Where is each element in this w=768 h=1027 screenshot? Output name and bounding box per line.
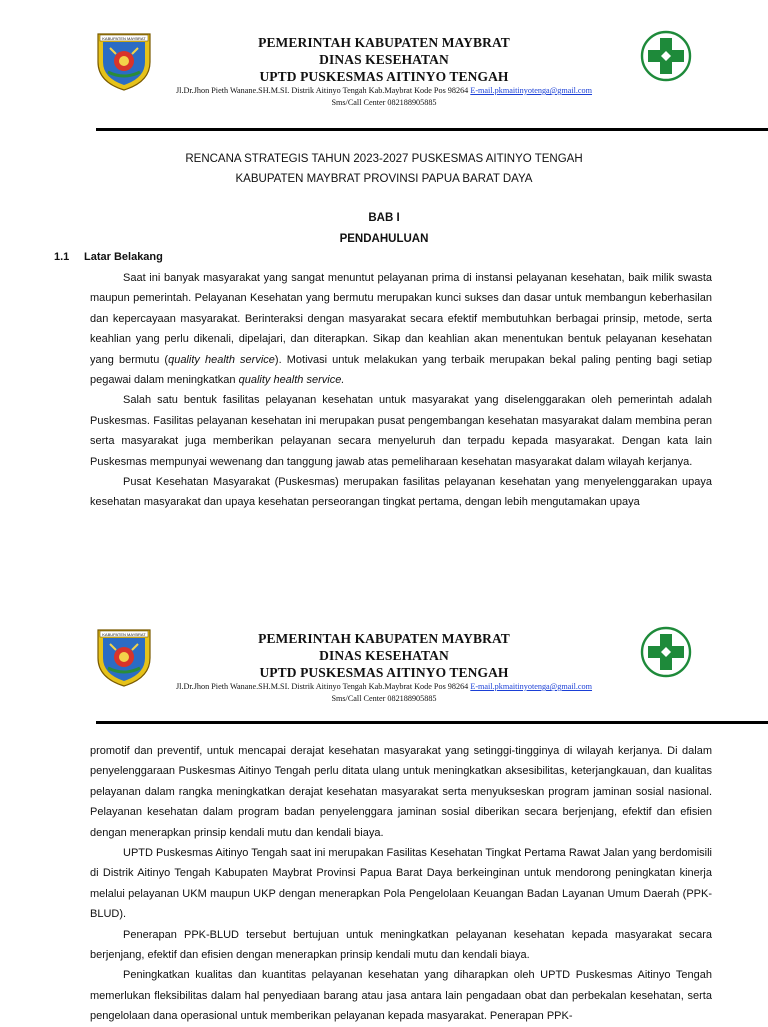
paragraph: promotif dan preventif, untuk mencapai derajat kesehatan masyarakat yang setinggi-tingginya di wilayah kerjanya. Di dalam penyelenggaraan Puskesmas Aitinyo Tengah perlu ditata ulang untuk meningkatkan aksesibilitas, keterjangkauan, dan kualitas pelayanan dalam rangka meningkatkan derajat kesehatan masyarakat serta menyukseskan program jaminan sosial nasional. Pelayanan kesehatan dalam program badan penyelenggara jaminan sosial diberikan secara berjenjang, efektif dan efisien dengan menerapkan prinsip kendali mutu dan kendali biaya. xyxy=(90,745,712,839)
unit-name: UPTD PUSKESMAS AITINYO TENGAH xyxy=(259,665,509,680)
page-1-body xyxy=(90,268,712,513)
paragraph: Peningkatkan kualitas dan kuantitas pelayanan kesehatan yang diharapkan oleh UPTD Puskesmas Aitinyo Tengah memerlukan fleksibilitas dalam hal penyediaan barang atau jasa antara lain pengadaan obat dan perbekalan kesehatan, serta pengelolaan dana operasional untuk memberikan pelayanan kepada masyarakat. Penerapan PPK- xyxy=(90,969,712,1023)
letterhead-rule xyxy=(96,128,768,131)
chapter-number: BAB I xyxy=(368,212,400,224)
document-title-line-2: KABUPATEN MAYBRAT PROVINSI PAPUA BARAT DAYA xyxy=(235,173,533,185)
agency-name: DINAS KESEHATAN xyxy=(319,648,449,663)
unit-name: UPTD PUSKESMAS AITINYO TENGAH xyxy=(259,69,509,84)
paragraph: UPTD Puskesmas Aitinyo Tengah saat ini merupakan Fasilitas Kesehatan Tingkat Pertama Rawat Jalan yang berdomisili di Distrik Aitinyo Tengah Kabupaten Maybrat Provinsi Papua Barat Daya berkeinginan untuk mendorong peningkatan kinerja melalui pelayanan UKM maupun UKP dengan menerapkan Pola Pengelolaan Keuangan Badan Layanan Umum Daerah (PPK-BLUD). xyxy=(90,847,712,921)
paragraph: Salah satu bentuk fasilitas pelayanan kesehatan untuk masyarakat yang diselenggarakan oleh pemerintah adalah Puskesmas. Fasilitas pelayanan kesehatan ini merupakan pusat pengembangan kesehatan masyarakat dalam membina peran serta masyarakat juga memberikan pelayanan secara menyeluruh dan terpadu kepada masyarakat. Dengan kata lain Puskesmas mempunyai wewenang dan tanggung jawab atas pemeliharaan kesehatan masyarakat dalam wilayah kerjanya. xyxy=(90,394,712,468)
page-2-body xyxy=(90,741,712,1027)
section-title: Latar Belakang xyxy=(84,251,163,263)
document-title-line-1: RENCANA STRATEGIS TAHUN 2023-2027 PUSKESMAS AITINYO TENGAH xyxy=(185,153,583,165)
paragraph: Penerapan PPK-BLUD tersebut bertujuan untuk meningkatkan pelayanan kesehatan kepada masyarakat secara berjenjang, efektif dan efisien dengan menerapkan prinsip kendali mutu dan kendali biaya. xyxy=(90,928,712,962)
page-gap xyxy=(0,560,768,588)
government-name: PEMERINTAH KABUPATEN MAYBRAT xyxy=(258,35,510,50)
svg-text:KABUPATEN MAYBRAT: KABUPATEN MAYBRAT xyxy=(102,36,146,41)
puskesmas-cross-logo-icon xyxy=(640,30,692,82)
svg-text:KABUPATEN MAYBRAT: KABUPATEN MAYBRAT xyxy=(102,632,146,637)
letterhead-rule xyxy=(96,721,768,724)
email-link[interactable]: E-mail.pkmaitinyotenga@gmail.com xyxy=(470,682,593,691)
paragraph: Pusat Kesehatan Masyarakat (Puskesmas) merupakan fasilitas pelayanan kesehatan yang menyelenggarakan upaya kesehatan masyarakat dan upaya kesehatan perseorangan tingkat pertama, dengan lebih mengutamakan upaya xyxy=(90,476,712,509)
document-page-2 xyxy=(0,588,768,1024)
section-number: 1.1 xyxy=(54,251,70,263)
section-heading xyxy=(54,251,163,263)
puskesmas-cross-logo-icon xyxy=(640,626,692,678)
government-name: PEMERINTAH KABUPATEN MAYBRAT xyxy=(258,631,510,646)
letterhead xyxy=(0,588,768,728)
agency-name: DINAS KESEHATAN xyxy=(319,52,449,67)
address-line xyxy=(130,85,638,97)
letterhead xyxy=(0,0,768,140)
letterhead-text xyxy=(130,34,638,109)
call-center: Sms/Call Center 082188905885 xyxy=(331,694,437,703)
address-line xyxy=(130,681,638,693)
chapter-title: PENDAHULUAN xyxy=(339,233,429,245)
address-text: Jl.Dr.Jhon Pieth Wanane.SH.M.SI. Distrik Aitinyo Tengah Kab.Maybrat Kode Pos 98264 xyxy=(175,682,471,691)
call-center: Sms/Call Center 082188905885 xyxy=(331,98,437,107)
address-text: Jl.Dr.Jhon Pieth Wanane.SH.M.SI. Distrik Aitinyo Tengah Kab.Maybrat Kode Pos 98264 xyxy=(175,86,471,95)
letterhead-text xyxy=(130,630,638,705)
email-link[interactable]: E-mail.pkmaitinyotenga@gmail.com xyxy=(470,86,593,95)
paragraph: Saat ini banyak masyarakat yang sangat menuntut pelayanan prima di instansi pelayanan kesehatan, baik milik swasta maupun pemerintah. Pelayanan Kesehatan yang bermutu merupakan kunci sukses dan dasar untuk membangun keberhasilan dan kepercayaan masyarakat. Berinteraksi dengan masyarakat secara efektif membutuhkan berbagai prinsip, metode, serta keahlian yang perlu dikenali, dipelajari, dan diterapkan. Sikap dan keahlian akan menentukan bentuk pelayanan kesehatan yang bermutu (quality health service). Motivasi untuk melakukan yang terbaik merupakan bekal paling penting bagi setiap pegawai dalam meningkatkan quality health service. xyxy=(90,272,712,387)
